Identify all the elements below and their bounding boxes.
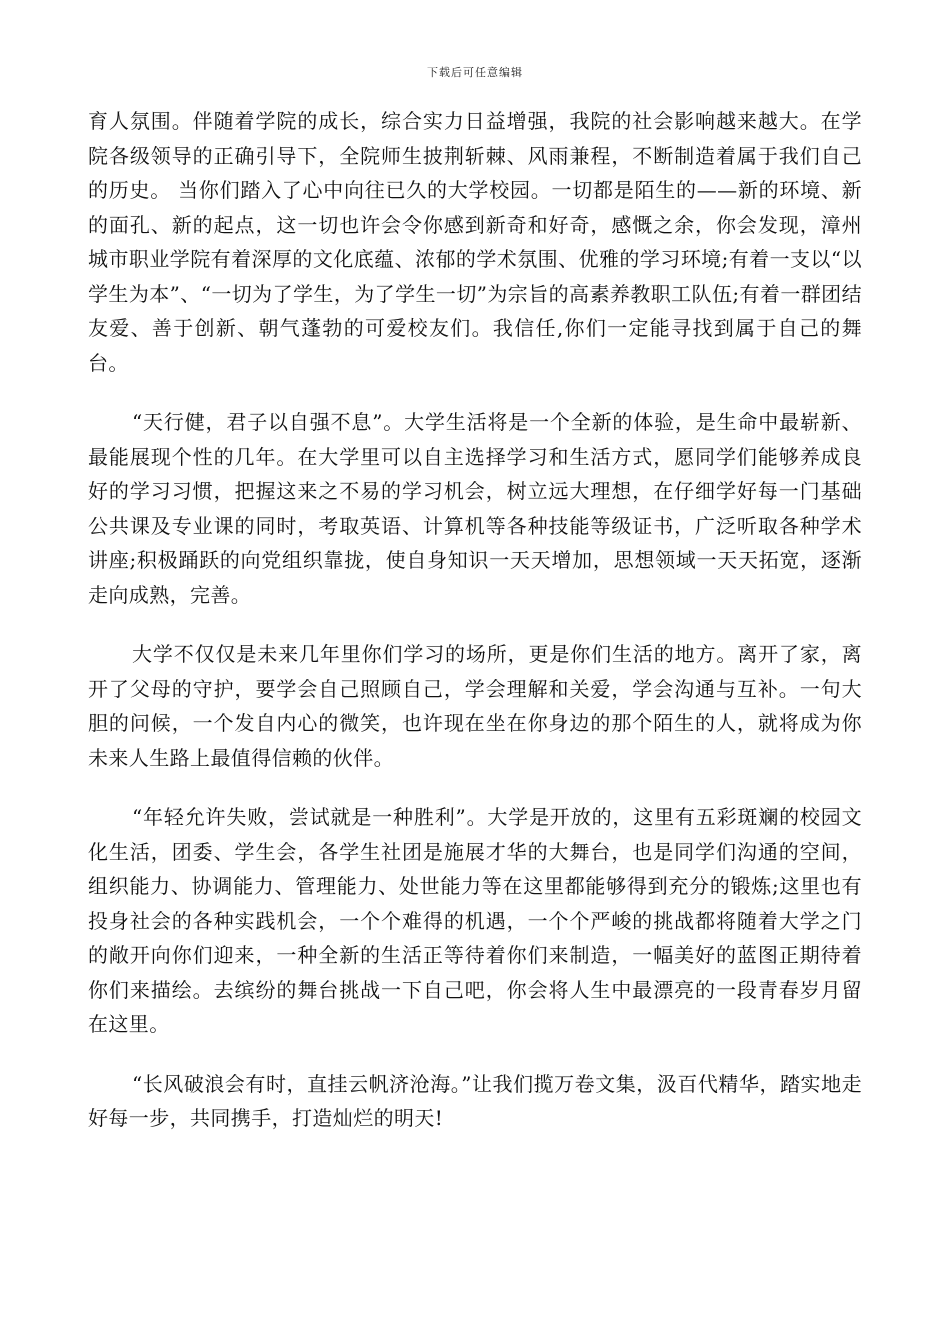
- paragraph-motto: “天行健，君子以自强不息”。大学生活将是一个全新的体验，是生命中最崭新、最能展现个性的几年。在大学里可以自主选择学习和生活方式，愿同学们能够养成良好的学习习惯，把握这来之不易的学习机会，树立远大理想，在仔细学好每一门基础公共课及专业课的同时，考取英语、计算机等各种技能等级证书，广泛听取各种学术讲座;积极踊跃的向党组织靠拢，使自身知识一天天增加，思想领域一天天拓宽，逐渐走向成熟，完善。: [88, 410, 862, 607]
- paragraph-opportunities: “年轻允许失败，尝试就是一种胜利”。大学是开放的，这里有五彩斑斓的校园文化生活，团委、学生会，各学生社团是施展才华的大舞台，也是同学们沟通的空间，组织能力、协调能力、管理能力、处世能力等在这里都能够得到充分的锻炼;这里也有投身社会的各种实践机会，一个个难得的机遇，一个个严峻的挑战都将随着大学之门的敞开向你们迎来，一种全新的生活正等待着你们来制造，一幅美好的蓝图正期待着你们来描绘。去缤纷的舞台挑战一下自己吧，你会将人生中最漂亮的一段青春岁月留在这里。: [88, 805, 862, 1036]
- document-body: [88, 104, 862, 1161]
- paragraph-closing: “长风破浪会有时，直挂云帆济沧海。”让我们揽万卷文集，汲百代精华，踏实地走好每一步，共同携手，打造灿烂的明天!: [88, 1071, 862, 1130]
- page-header-note: 下载后可任意编辑: [427, 66, 523, 79]
- paragraph-university-life: 大学不仅仅是未来几年里你们学习的场所，更是你们生活的地方。离开了家，离开了父母的守护，要学会自己照顾自己，学会理解和关爱，学会沟通与互补。一句大胆的问候，一个发自内心的微笑，也许现在坐在你身边的那个陌生的人，就将成为你未来人生路上最值得信赖的伙伴。: [88, 642, 862, 770]
- paragraph-continued: 育人氛围。伴随着学院的成长，综合实力日益增强，我院的社会影响越来越大。在学院各级领导的正确引导下，全院师生披荆斩棘、风雨兼程，不断制造着属于我们自己的历史。 当你们踏入了心中向往已久的大学校园。一切都是陌生的——新的环境、新的面孔、新的起点，这一切也许会令你感到新奇和好奇，感慨之余，你会发现，漳州城市职业学院有着深厚的文化底蕴、浓郁的学术氛围、优雅的学习环境;有着一支以“以学生为本”、“一切为了学生，为了学生一切”为宗旨的高素养教职工队伍;有着一群团结友爱、善于创新、朝气蓬勃的可爱校友们。我信任,你们一定能寻找到属于自己的舞台。: [88, 109, 862, 375]
